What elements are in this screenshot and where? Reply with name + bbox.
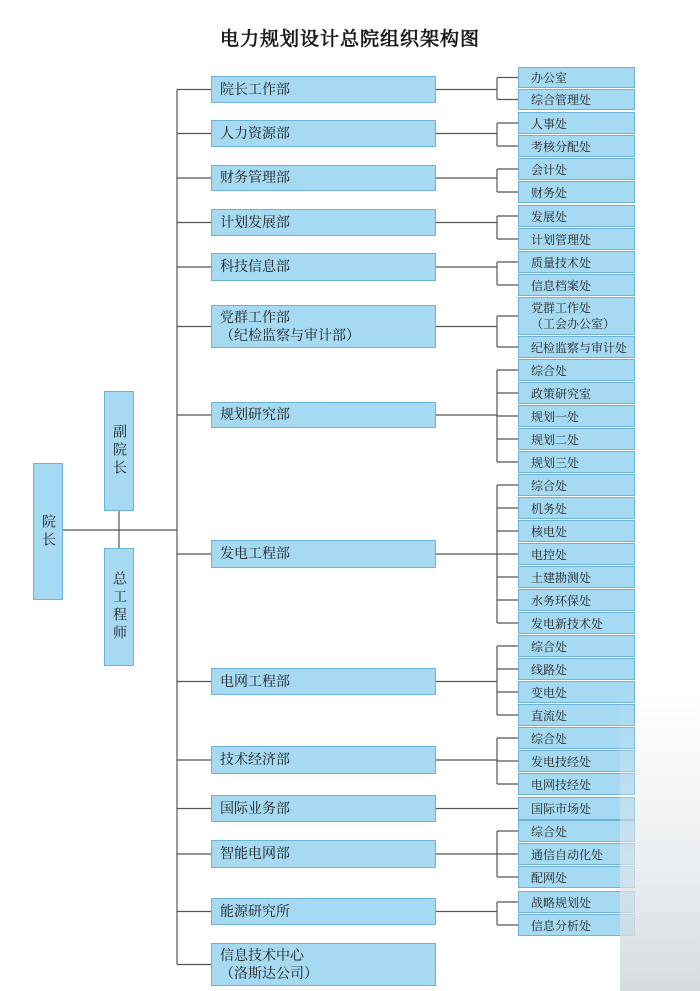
sub-unit-box [518,474,635,496]
president-label: 院长 [40,513,56,550]
sub-unit-box [518,750,635,772]
sub-unit-box [518,497,635,519]
sub-unit-label: 综合处 [531,639,568,654]
department-box [211,540,436,568]
sub-unit-box [518,914,635,936]
sub-unit-box [518,67,635,88]
sub-unit-box [518,428,635,450]
department-name: 智能电网部 [220,846,290,862]
chief-engineer-box [104,548,134,666]
sub-unit-label: 发展处 [531,209,568,224]
sub-unit-label: 发电新技术处 [531,616,604,631]
sub-unit-box [518,704,635,726]
sub-unit-box [518,228,635,250]
background-decoration [620,691,700,991]
sub-unit-label: 综合处 [531,731,568,746]
sub-unit-label: （工会办公室） [531,317,616,331]
sub-unit-label: 配网处 [531,870,568,885]
sub-unit-label: 规划一处 [531,409,580,424]
sub-unit-box [518,336,635,358]
sub-unit-box [518,635,635,657]
sub-unit-box [518,382,635,404]
department-name: 能源研究所 [220,903,290,920]
sub-unit-label: 计划管理处 [531,232,592,247]
sub-unit-box [518,251,635,273]
department-name: 科技信息部 [220,259,290,275]
sub-unit-box [518,658,635,680]
department-box [211,165,436,191]
sub-unit-label: 信息档案处 [531,278,592,293]
department-box [211,76,436,103]
page-title: 电力规划设计总院组织架构图 [219,28,480,50]
department-box [211,795,436,822]
chief-engineer-label: 总工程师 [111,571,127,643]
sub-unit-box [518,797,635,820]
sub-unit-label: 机务处 [531,501,568,516]
department-name: 财务管理部 [220,170,290,186]
sub-unit-box [518,112,635,134]
sub-unit-box [518,727,635,749]
department-box [211,943,436,986]
vice-president-box [104,391,134,511]
sub-unit-box [518,820,635,842]
sub-unit-box [518,158,635,180]
sub-unit-label: 办公室 [531,71,568,85]
sub-unit-label: 电控处 [531,547,568,562]
vice-president-label: 副院长 [111,424,127,478]
sub-unit-label: 政策研究室 [531,386,592,401]
sub-unit-box [518,891,635,913]
department-name: 人力资源部 [220,125,290,142]
sub-unit-box [518,843,635,865]
department-box [211,840,436,868]
sub-unit-box [518,543,635,565]
sub-unit-label: 规划三处 [531,455,580,470]
sub-unit-box [518,520,635,542]
department-box [211,120,436,147]
sub-unit-label: 线路处 [531,662,568,677]
sub-unit-label: 规划二处 [531,432,580,447]
department-name: 规划研究部 [220,407,290,423]
sub-unit-label: 发电技经处 [531,754,592,769]
sub-unit-box [518,589,635,611]
sub-unit-box [518,181,635,203]
department-name: （洛斯达公司） [220,965,318,982]
sub-unit-label: 信息分析处 [531,918,592,933]
sub-unit-label: 人事处 [531,116,568,131]
sub-unit-label: 质量技术处 [531,255,592,270]
sub-unit-label: 党群工作处 [531,301,592,315]
sub-unit-box [518,89,635,110]
sub-unit-label: 财务处 [531,185,568,200]
president-box [33,463,63,600]
department-box [211,305,436,348]
sub-unit-label: 土建勘测处 [531,570,592,585]
department-box [211,746,436,774]
department-name: 信息技术中心 [220,947,304,964]
department-name: 院长工作部 [220,81,290,98]
sub-unit-box [518,205,635,227]
department-name: 电网工程部 [220,673,290,690]
department-name: （纪检监察与审计部） [220,327,360,344]
sub-unit-label: 综合处 [531,363,568,378]
department-box [211,898,436,925]
sub-unit-label: 考核分配处 [531,139,592,154]
sub-unit-label: 国际市场处 [531,802,592,816]
sub-unit-box [518,359,635,381]
department-box [211,402,436,428]
department-name: 发电工程部 [220,546,290,562]
sub-unit-box [518,405,635,427]
sub-unit-label: 会计处 [531,162,568,177]
sub-unit-label: 纪检监察与审计处 [531,340,628,355]
sub-unit-box [518,451,635,473]
sub-unit-box [518,612,635,634]
sub-unit-box [518,566,635,588]
department-name: 计划发展部 [220,214,290,231]
sub-unit-box [518,681,635,703]
sub-unit-label: 直流处 [531,708,568,723]
sub-unit-label: 综合处 [531,824,568,839]
sub-unit-box [518,135,635,157]
department-name: 党群工作部 [220,309,290,326]
department-box [211,209,436,236]
sub-unit-label: 核电处 [531,524,568,539]
department-name: 技术经济部 [220,752,290,768]
sub-unit-label: 综合管理处 [531,93,592,107]
sub-unit-label: 变电处 [531,685,568,700]
sub-unit-box [518,297,635,335]
sub-unit-label: 水务环保处 [531,593,592,608]
department-name: 国际业务部 [220,800,290,817]
sub-unit-label: 综合处 [531,478,568,493]
department-box [211,668,436,695]
sub-unit-box [518,866,635,888]
sub-unit-label: 战略规划处 [531,895,592,910]
sub-unit-box [518,274,635,296]
sub-unit-box [518,773,635,795]
sub-unit-label: 通信自动化处 [531,847,604,862]
department-box [211,253,436,281]
sub-unit-label: 电网技经处 [531,777,592,792]
